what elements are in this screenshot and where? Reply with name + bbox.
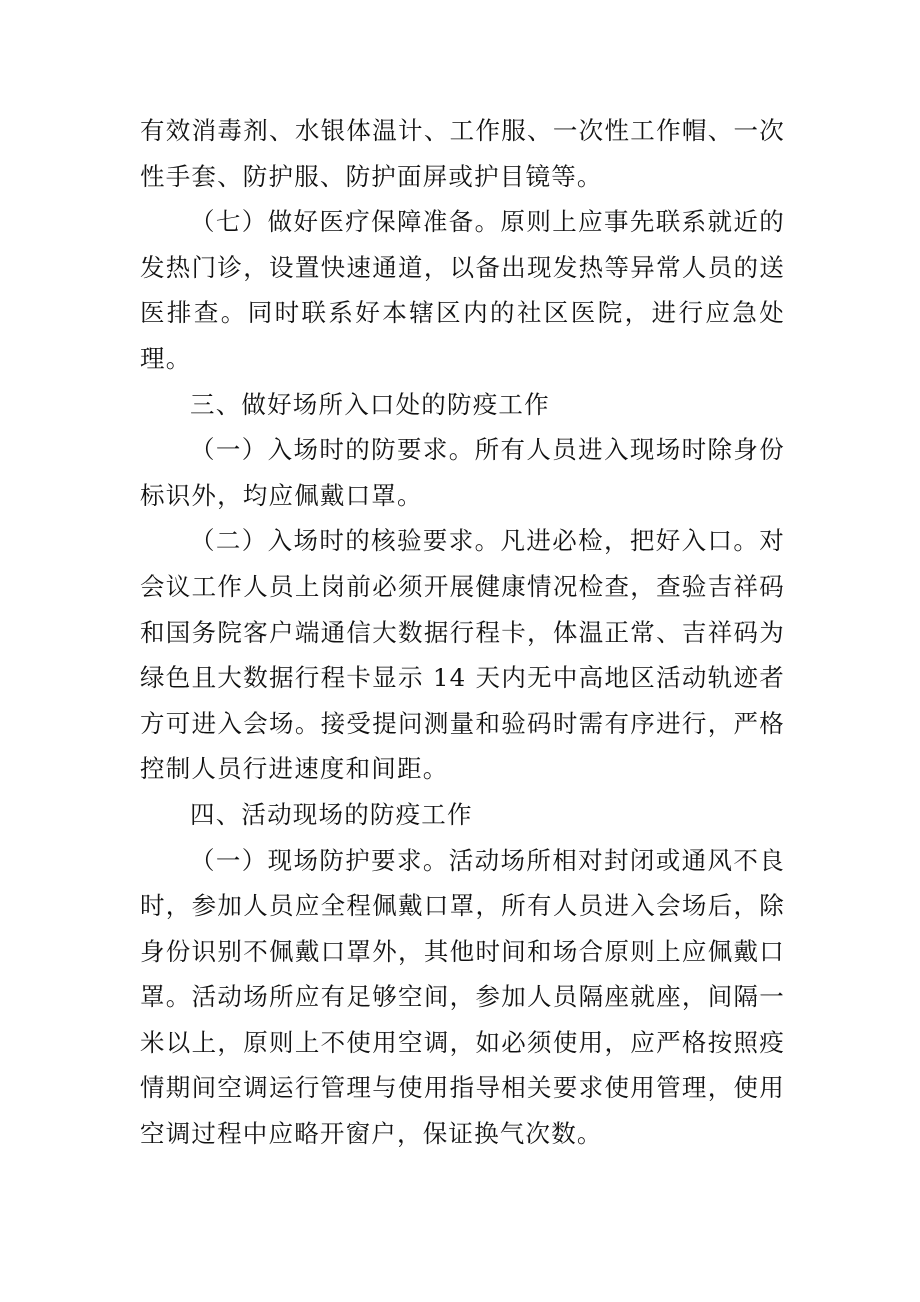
- section-heading-venue: 四、活动现场的防疫工作: [190, 799, 473, 829]
- section-heading-entrance: 三、做好场所入口处的防疫工作: [190, 389, 550, 419]
- paragraph-medical-support: （七）做好医疗保障准备。原则上应事先联系就近的发热门诊，设置快速通道，以备出现发热等异常人员的送医排查。同时联系好本辖区内的社区医院，进行应急处理。: [140, 207, 785, 373]
- paragraph-entry-verification: （二）入场时的核验要求。凡进必检，把好入口。对会议工作人员上岗前必须开展健康情况检查，查验吉祥码和国务院客户端通信大数据行程卡，体温正常、吉祥码为绿色且大数据行程卡显示 14 天内无中高地区活动轨迹者方可进入会场。接受提问测量和验码时需有序进行，严格控制人员行进速度和间距。: [140, 526, 785, 784]
- paragraph-entry-protection: （一）入场时的防要求。所有人员进入现场时除身份标识外，均应佩戴口罩。: [140, 435, 785, 510]
- paragraph-supplies-continuation: 有效消毒剂、水银体温计、工作服、一次性工作帽、一次性手套、防护服、防护面屏或护目镜等。: [140, 116, 785, 191]
- paragraph-venue-protection: （一）现场防护要求。活动场所相对封闭或通风不良时，参加人员应全程佩戴口罩，所有人员进入会场后，除身份识别不佩戴口罩外，其他时间和场合原则上应佩戴口罩。活动场所应有足够空间，参加人员隔座就座，间隔一米以上，原则上不使用空调，如必须使用，应严格按照疫情期间空调运行管理与使用指导相关要求使用管理，使用空调过程中应略开窗户，保证换气次数。: [140, 845, 785, 1149]
- document-page: [140, 108, 785, 1157]
